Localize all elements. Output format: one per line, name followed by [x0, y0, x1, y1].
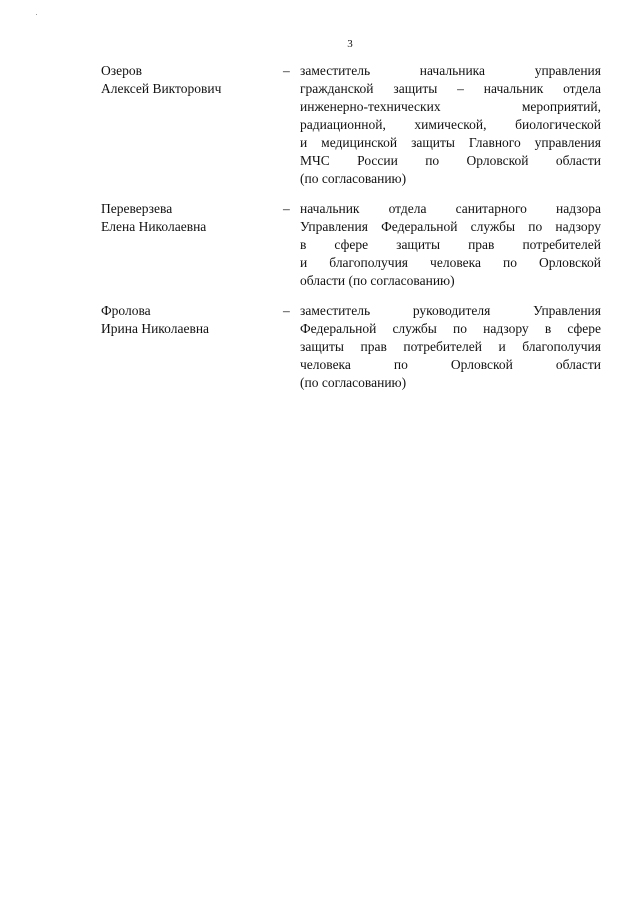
position-line: и благополучия человека по Орловской	[300, 255, 601, 270]
position-line: радиационной, химической, биологической	[300, 117, 601, 132]
scan-speck	[36, 14, 37, 15]
position-line: Управления Федеральной службы по надзору	[300, 219, 601, 234]
member-position	[300, 200, 601, 290]
position-line: МЧС России по Орловской области	[300, 153, 601, 168]
position-line: человека по Орловской области	[300, 357, 601, 372]
position-line: области (по согласованию)	[300, 273, 455, 288]
member-surname: Озеров	[101, 63, 142, 78]
dash-separator: –	[283, 63, 290, 78]
member-given-names: Елена Николаевна	[101, 219, 207, 234]
member-surname: Фролова	[101, 303, 151, 318]
member-name	[101, 302, 271, 338]
position-line: и медицинской защиты Главного управления	[300, 135, 601, 150]
position-line: гражданской защиты – начальник отдела	[300, 81, 601, 96]
position-line: заместитель начальника управления	[300, 63, 601, 78]
position-line: инженерно-технических мероприятий,	[300, 99, 601, 114]
dash-separator: –	[283, 303, 290, 318]
page-number: 3	[347, 38, 353, 50]
member-name	[101, 200, 271, 236]
member-given-names: Алексей Викторович	[101, 81, 222, 96]
member-name	[101, 62, 271, 98]
position-line: защиты прав потребителей и благополучия	[300, 339, 601, 354]
position-line: в сфере защиты прав потребителей	[300, 237, 601, 252]
position-line: Федеральной службы по надзору в сфере	[300, 321, 601, 336]
position-line: (по согласованию)	[300, 375, 407, 390]
member-given-names: Ирина Николаевна	[101, 321, 210, 336]
member-surname: Переверзева	[101, 201, 173, 216]
member-position	[300, 62, 601, 188]
position-line: начальник отдела санитарного надзора	[300, 201, 601, 216]
position-line: заместитель руководителя Управления	[300, 303, 601, 318]
dash-separator: –	[283, 201, 290, 216]
member-position	[300, 302, 601, 392]
position-line: (по согласованию)	[300, 171, 407, 186]
